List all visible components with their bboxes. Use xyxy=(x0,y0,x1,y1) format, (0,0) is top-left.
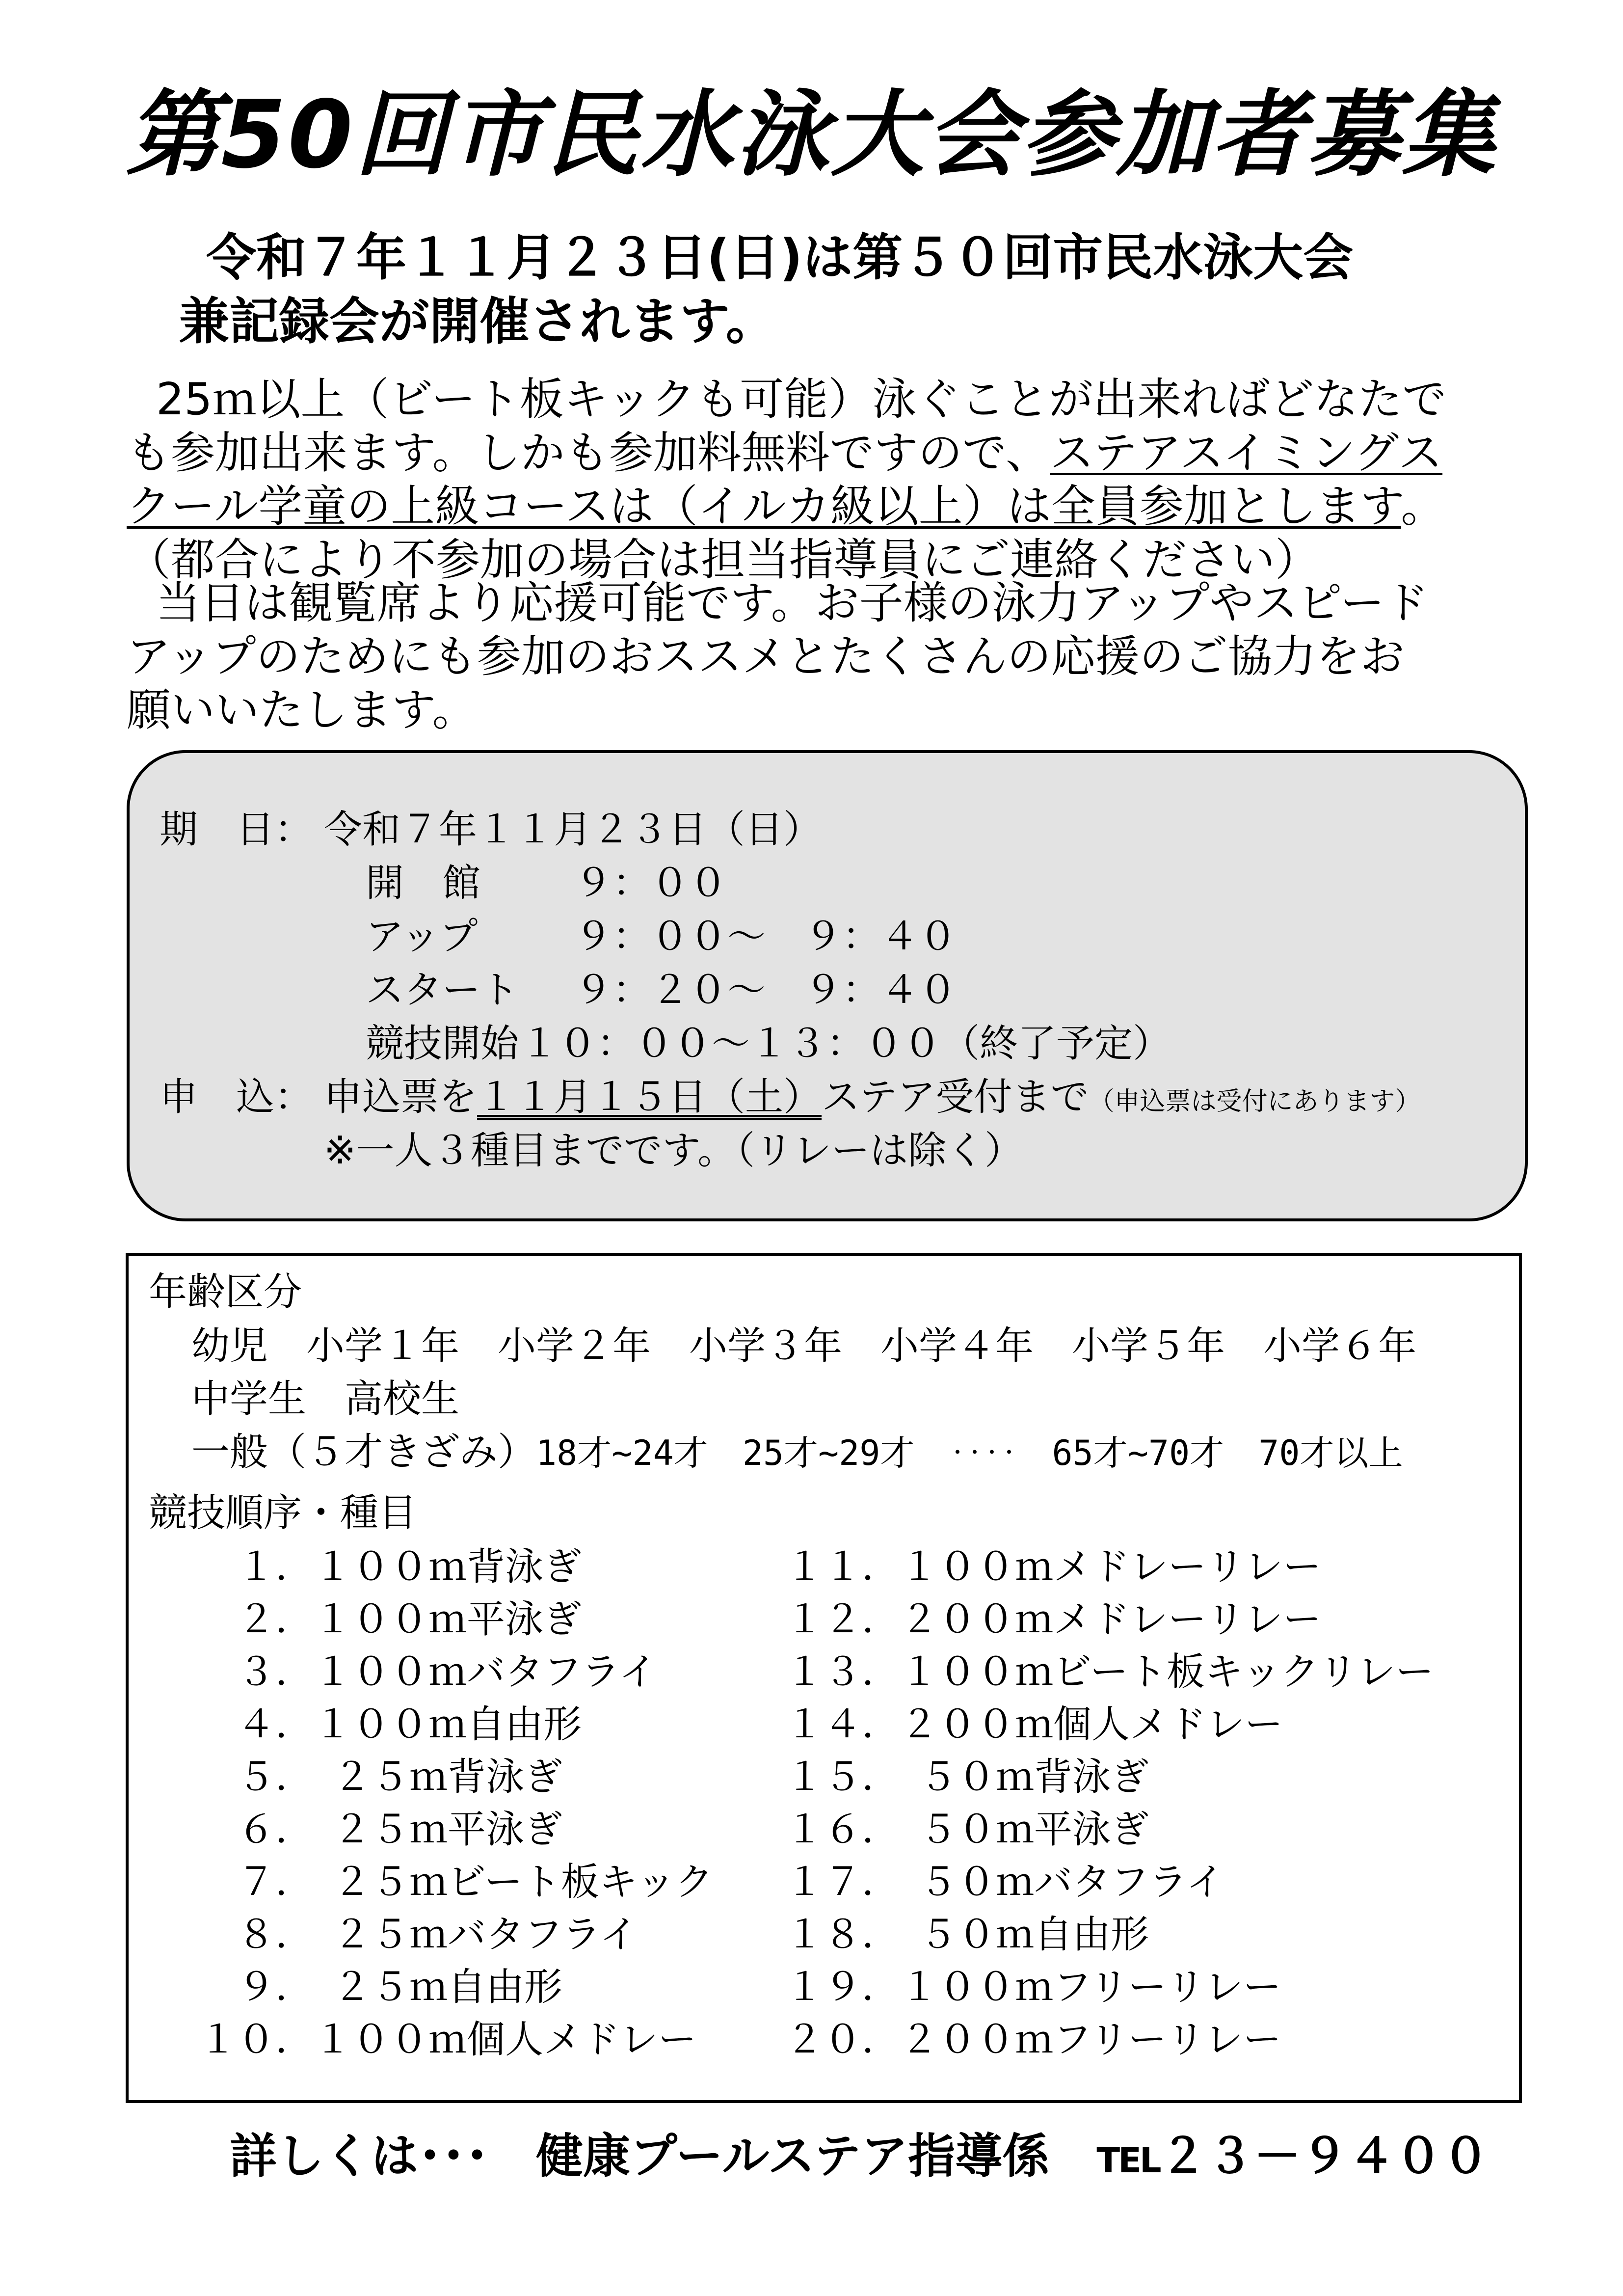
event-left-4: ４．１００ｍ自由形 xyxy=(199,1702,582,1747)
tel-number: ２３－９４００ xyxy=(1159,2129,1490,2184)
page-title: 第50回市民水泳大会参加者募集 xyxy=(126,81,1497,189)
apply-label: 申 込： xyxy=(160,1075,313,1119)
event-right-18: １８． ５０ｍ自由形 xyxy=(785,1913,1149,1957)
intro-paragraph xyxy=(127,373,1501,587)
intro-line-2 xyxy=(127,427,1501,480)
event-right-16: １６． ５０ｍ平泳ぎ xyxy=(785,1808,1149,1852)
events-heading: 競技順序・種目 xyxy=(149,1491,417,1535)
schedule-time-warmup: ９：００～ ９：４０ xyxy=(574,915,958,959)
contact-lead: 詳しくは･･･ 健康プールステア指導係 xyxy=(230,2129,1050,2184)
support-line-1: 当日は観覧席より応援可能です。お子様の泳力アップやスピード xyxy=(156,577,1429,629)
schedule-label-start: スタート xyxy=(366,968,519,1012)
age-general-lead: 一般（５才きざみ） xyxy=(191,1430,536,1474)
intro-line-3-text: 。 xyxy=(1401,480,1445,532)
support-paragraph xyxy=(127,577,1501,737)
apply-note: （申込票は受付にあります） xyxy=(1089,1087,1421,1116)
apply-destination: ステア受付まで xyxy=(822,1075,1089,1119)
date-value: 令和７年１１月２３日（日） xyxy=(324,808,822,852)
event-right-15: １５． ５０ｍ背泳ぎ xyxy=(785,1755,1149,1799)
event-right-14: １４．２００ｍ個人メドレー xyxy=(785,1702,1283,1747)
event-left-6: ６． ２５ｍ平泳ぎ xyxy=(199,1808,563,1852)
intro-line-1: 25ｍ以上（ビート板キックも可能）泳ぐことが出来ればどなたで xyxy=(156,374,1447,425)
event-right-12: １２．２００ｍメドレーリレー xyxy=(785,1597,1322,1642)
event-right-13: １３．１００ｍビート板キックリレー xyxy=(785,1650,1434,1694)
event-right-20: ２０．２００ｍフリーリレー xyxy=(785,2018,1281,2062)
event-left-9: ９． ２５ｍ自由形 xyxy=(199,1965,563,2009)
intro-line-3 xyxy=(127,480,1501,534)
schedule-time-open: ９：００ xyxy=(574,861,728,905)
subtitle-line-2: 兼記録会が開催されます。 xyxy=(179,293,776,351)
age-line-2: 中学生 高校生 xyxy=(191,1377,460,1421)
event-left-2: ２．１００ｍ平泳ぎ xyxy=(199,1597,582,1642)
age-line-1: 幼児 小学１年 小学２年 小学３年 小学４年 小学５年 小学６年 xyxy=(191,1324,1417,1368)
limit-note: ※一人３種目までです。（リレーは除く） xyxy=(324,1129,1023,1173)
intro-line-2-underlined: ステアスイミングス xyxy=(1050,427,1443,479)
schedule-time-competition: １０：００～１３：００（終了予定） xyxy=(520,1022,1171,1066)
event-left-5: ５． ２５ｍ背泳ぎ xyxy=(199,1755,563,1799)
event-left-10: １０．１００ｍ個人メドレー xyxy=(199,2018,697,2062)
event-left-3: ３．１００ｍバタフライ xyxy=(199,1650,657,1694)
support-line-2: アップのためにも参加のおススメとたくさんの応援のご協力をお xyxy=(127,630,1405,682)
apply-deadline: １１月１５日（土） xyxy=(477,1075,822,1119)
support-line-3: 願いいたします。 xyxy=(127,684,477,736)
schedule-label-warmup: アップ xyxy=(366,915,478,959)
apply-text: 申込票を xyxy=(324,1075,478,1119)
age-line-3 xyxy=(191,1432,1403,1474)
event-right-11: １１．１００ｍメドレーリレー xyxy=(785,1545,1322,1589)
event-right-19: １９．１００ｍフリーリレー xyxy=(785,1965,1281,2009)
event-left-1: １．１００ｍ背泳ぎ xyxy=(199,1545,582,1589)
intro-line-2-text: も参加出来ます。しかも参加料無料ですので、 xyxy=(127,427,1050,479)
event-left-7: ７． ２５ｍビート板キック xyxy=(199,1860,714,1904)
schedule-time-start: ９：２０～ ９：４０ xyxy=(574,968,958,1012)
age-general-ranges: 18才~24才 25才~29才 ‥‥ 65才~70才 70才以上 xyxy=(536,1433,1403,1473)
schedule-label-open: 開 館 xyxy=(366,861,481,905)
apply-line xyxy=(324,1077,1421,1119)
intro-line-4: （都合により不参加の場合は担当指導員にご連絡ください） xyxy=(127,534,1319,586)
event-right-17: １７． ５０ｍバタフライ xyxy=(785,1860,1224,1904)
date-label: 期 日： xyxy=(160,808,313,852)
age-heading: 年齢区分 xyxy=(149,1270,302,1314)
intro-line-3-underlined: クール学童の上級コースは（イルカ級以上）は全員参加とします xyxy=(127,480,1401,532)
event-left-8: ８． ２５ｍバタフライ xyxy=(199,1913,638,1957)
contact-line xyxy=(230,2131,1490,2183)
tel-mark: TEL xyxy=(1096,2140,1160,2181)
schedule-label-competition: 競技開始 xyxy=(366,1022,519,1066)
subtitle-line-1: 令和７年１１月２３日(日)は第５０回市民水泳大会 xyxy=(206,229,1354,287)
